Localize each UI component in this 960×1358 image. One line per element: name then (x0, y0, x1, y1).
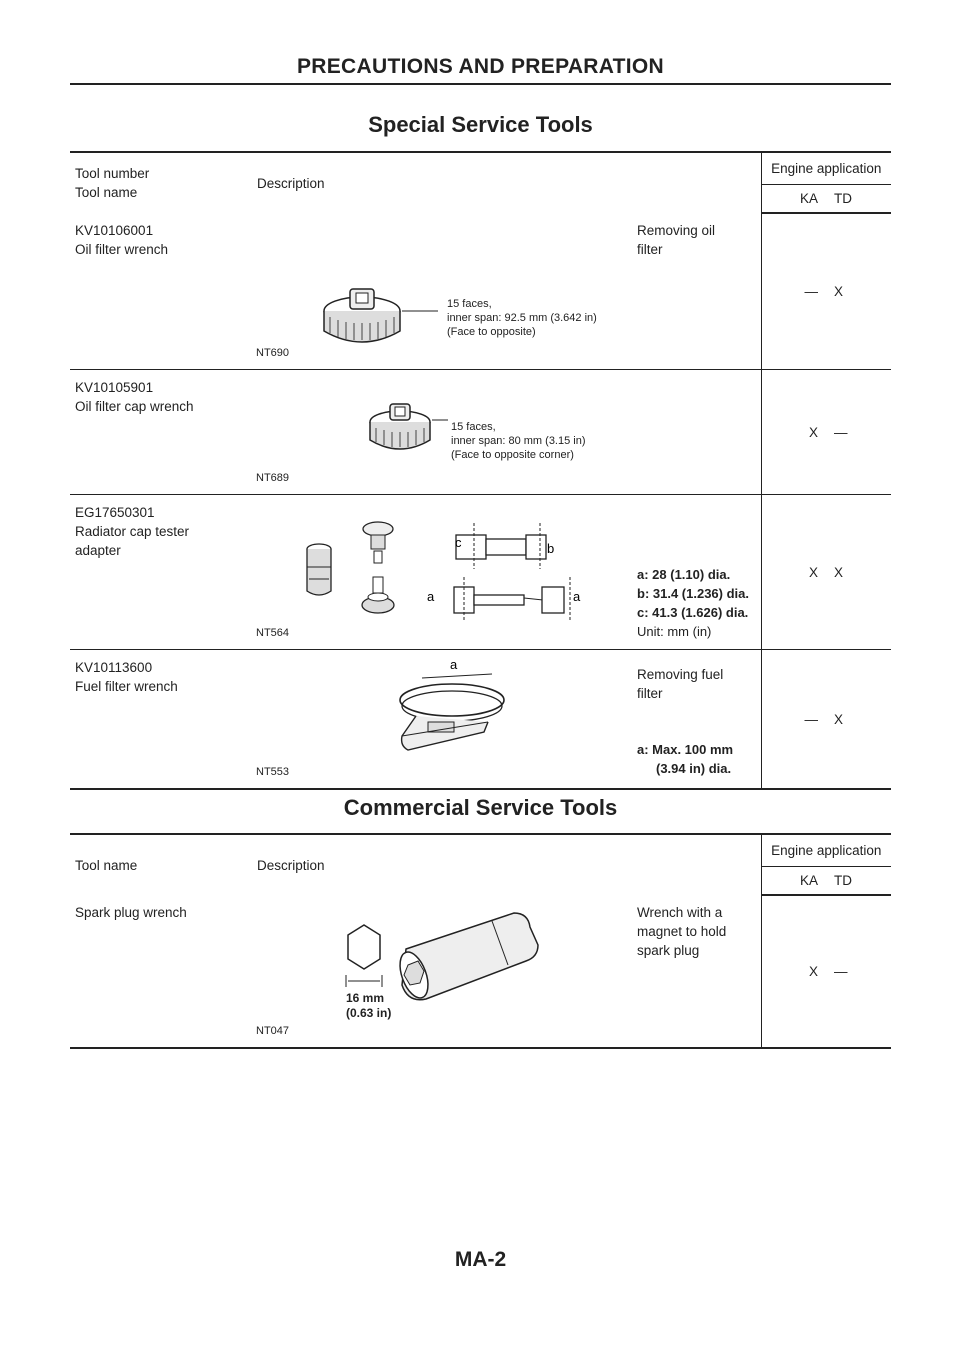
col-description: Description (257, 175, 325, 191)
callout-text: 15 faces, inner span: 92.5 mm (3.642 in) (Face to opposite) (447, 298, 597, 338)
figure-code: NT564 (256, 627, 290, 639)
td-mark: X (826, 213, 891, 370)
ka-mark: X (761, 895, 826, 1048)
table-row (70, 895, 891, 1048)
page-header: PRECAUTIONS AND PREPARATION (296, 55, 665, 78)
ka-mark: X (761, 495, 826, 650)
description-cell (252, 650, 761, 790)
callout-text: 15 faces, inner span: 80 mm (3.15 in) (Face to opposite corner) (451, 421, 586, 461)
description-cell (252, 370, 761, 495)
col-tool-name: Tool name (75, 857, 138, 873)
commercial-tools-table (70, 833, 891, 1049)
max-diameter: a: Max. 100 mm (637, 742, 734, 757)
special-tools-title: Special Service Tools (368, 112, 593, 137)
col-td: TD (826, 867, 891, 896)
tool-id-name: KV10105901 Oil filter cap wrench (70, 370, 252, 495)
dimension-label-b: b (547, 541, 555, 556)
col-ka: KA (761, 867, 826, 896)
ka-mark: X (761, 370, 826, 495)
max-diameter-inch: (3.94 in) dia. (656, 761, 732, 776)
col-ka: KA (761, 185, 826, 214)
col-description: Description (257, 857, 325, 873)
spark-plug-wrench-figure (252, 895, 761, 1047)
description-cell (252, 213, 761, 370)
td-mark: X (826, 495, 891, 650)
tool-id-name: KV10106001 Oil filter wrench (70, 213, 252, 370)
description-note: Removing oil filter (637, 223, 716, 257)
dimension-label-a-right: a (573, 589, 581, 604)
special-tools-table (70, 151, 891, 790)
col-td: TD (826, 185, 891, 214)
td-mark: X (826, 650, 891, 790)
col-tool-number-name: Tool number Tool name (75, 166, 150, 200)
commercial-tools-title: Commercial Service Tools (343, 795, 618, 820)
figure-code: NT047 (256, 1025, 290, 1037)
header-rule (70, 83, 891, 85)
tool-id-name: EG17650301 Radiator cap tester adapter (70, 495, 252, 650)
table-row (70, 213, 891, 370)
dimension-list: a: 28 (1.10) dia. b: 31.4 (1.236) dia. c: 41.3 (1.626) dia. Unit: mm (in) (637, 567, 749, 639)
figure-code: NT690 (256, 347, 290, 359)
description-cell (252, 495, 761, 650)
ka-mark: — (761, 213, 826, 370)
description-cell (252, 895, 761, 1048)
col-engine-application: Engine application (761, 834, 891, 867)
table-row (70, 650, 891, 790)
ka-mark: — (761, 650, 826, 790)
oil-filter-wrench-figure (252, 213, 761, 369)
table-row (70, 370, 891, 495)
tool-name: Spark plug wrench (70, 895, 252, 1048)
figure-code: NT553 (256, 766, 290, 778)
tool-id-name: KV10113600 Fuel filter wrench (70, 650, 252, 790)
figure-code: NT689 (256, 472, 290, 484)
col-engine-application: Engine application (761, 152, 891, 185)
dimension-label-a: a (450, 657, 458, 672)
description-note: Wrench with a magnet to hold spark plug (637, 905, 727, 958)
dimension-label-a-left: a (427, 589, 435, 604)
description-note: Removing fuel filter (637, 667, 724, 701)
td-mark: — (826, 370, 891, 495)
page-number: MA-2 (454, 1248, 507, 1271)
dimension-label-c: c (455, 535, 462, 550)
table-row (70, 495, 891, 650)
td-mark: — (826, 895, 891, 1048)
hex-size-label: 16 mm (0.63 in) (346, 991, 392, 1020)
